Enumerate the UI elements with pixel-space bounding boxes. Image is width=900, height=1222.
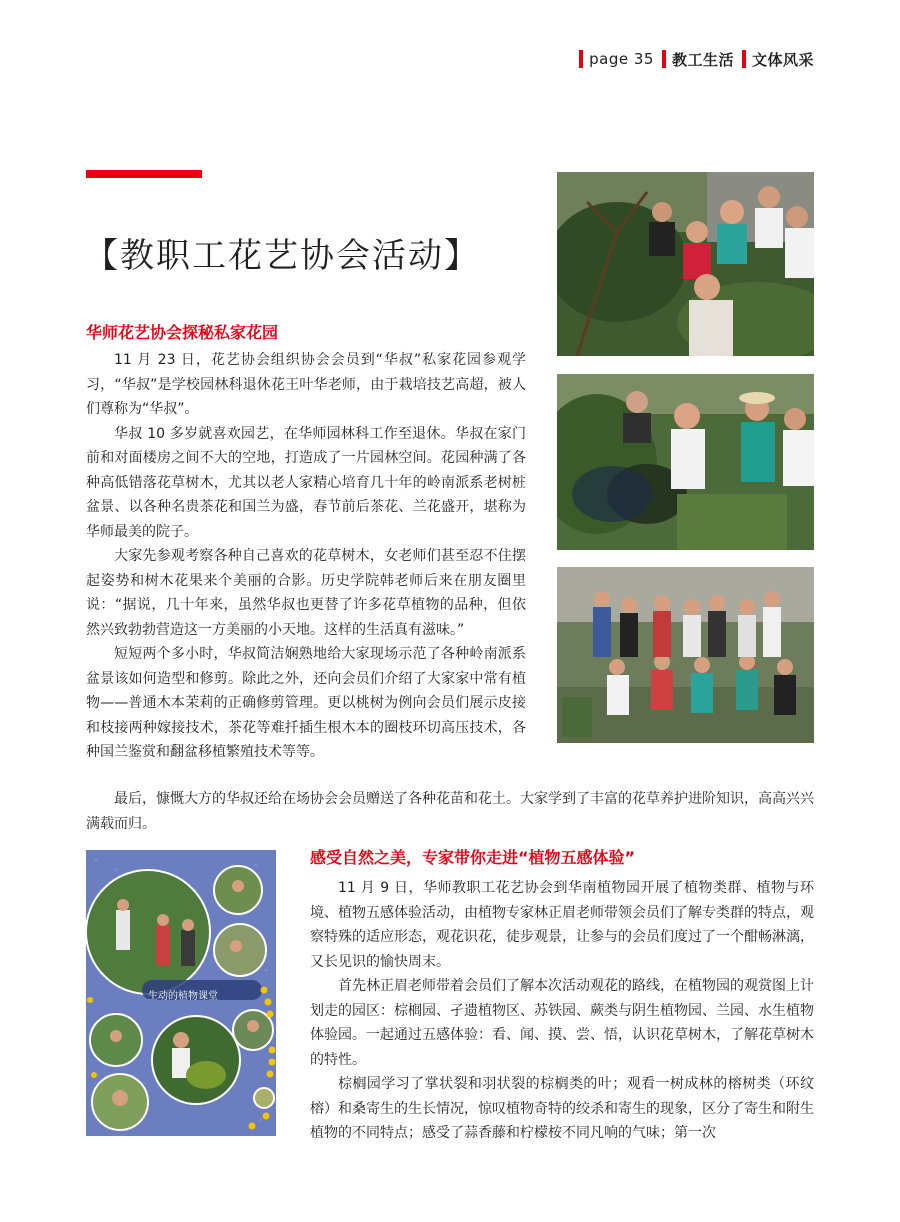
collage-caption: 生动的植物课堂: [148, 991, 218, 1002]
photo-garden-pruning: [557, 172, 814, 356]
header-column: [742, 49, 814, 70]
header-divider: [662, 50, 666, 68]
header-section: [662, 49, 734, 70]
article2-paragraph: 首先林正眉老师带着会员们了解本次活动观花的路线，在植物园的观赏图上计划走的园区：棕榈园、孑遗植物区、苏铁园、蕨类与阴生植物园、兰园、水生植物体验园。一起通过五感体验：看、闻、摸、尝、悟，认识花草树木，了解花草树木的特性。: [310, 978, 814, 1068]
article1-subtitle: 华师花艺协会探秘私家花园: [86, 323, 279, 342]
photo-garden-bonsai: [557, 374, 814, 550]
section-name: 教工生活: [671, 50, 734, 69]
page-header: [571, 48, 814, 70]
photo-collage-botanical: [86, 850, 276, 1136]
header-page: [579, 50, 654, 68]
header-divider: [579, 50, 583, 68]
page-title: 【教职工花艺协会活动】: [84, 236, 480, 276]
article1-body: [86, 348, 526, 765]
article1-paragraph: 短短两个多小时，华叔简洁娴熟地给大家现场示范了各种岭南派系盆景该如何造型和修剪。除此之外，还向会员们介绍了大家家中常有植物——普通木本茉莉的正确修剪管理。更以桃树为例向会员们展示皮接和枝接两种嫁接技术，茶花等难扦插生根木本的圈枝环切高压技术，各种国兰鉴赏和翻盆移植繁殖技术等等。: [86, 646, 526, 760]
article2-subtitle: 感受自然之美，专家带你走进“植物五感体验”: [310, 848, 636, 867]
article1-closing: 最后，慷慨大方的华叔还给在场协会会员赠送了各种花苗和花土。大家学到了丰富的花草养护进阶知识，高高兴兴满载而归。: [86, 791, 814, 832]
column-name: 文体风采: [751, 50, 814, 69]
header-divider: [742, 50, 746, 68]
article1-paragraph: 华叔 10 多岁就喜欢园艺，在华师园林科工作至退休。华叔在家门前和对面楼房之间不大的空地，打造成了一片园林空间。花园种满了各种高低错落花草树木，尤其以老人家精心培育几十年的岭南派系老树桩盆景、以各种名贵茶花和国兰为盛，春节前后茶花、兰花盛开，堪称为华师最美的院子。: [86, 425, 526, 540]
page-number: page 35: [589, 50, 654, 68]
title-accent-line: [86, 170, 202, 178]
photo-group-garden: [557, 567, 814, 743]
article2-body: [310, 876, 814, 1146]
article1-paragraph: 大家先参观考察各种自己喜欢的花草树木，女老师们甚至忍不住摆起姿势和树木花果来个美丽的合影。历史学院韩老师后来在朋友圈里说：“据说，几十年来，虽然华叔也更替了许多花草植物的品种，但依然兴致勃勃营造这一方美丽的小天地。这样的生活真有滋味。”: [86, 548, 526, 638]
article1-paragraph: 11 月 23 日，花艺协会组织协会会员到“华叔”私家花园参观学习，“华叔”是学校园林科退休花王叶华老师，由于栽培技艺高超，被人们尊称为“华叔”。: [86, 352, 526, 417]
article2-paragraph: 11 月 9 日，华师教职工花艺协会到华南植物园开展了植物类群、植物与环境、植物五感体验活动，由植物专家林正眉老师带领会员们了解专类群的特点，观察特殊的适应形态，观花识花，徒步观景，让参与的会员们度过了一个酣畅淋漓，又长见识的愉快周末。: [310, 880, 814, 970]
article2-paragraph: 棕榈园学习了掌状裂和羽状裂的棕榈类的叶；观看一树成林的榕树类（环纹榕）和桑寄生的生长情况，惊叹植物奇特的绞杀和寄生的现象，区分了寄生和附生植物的不同特点；感受了蒜香藤和柠檬桉不同凡响的气味；第一次: [310, 1076, 814, 1141]
